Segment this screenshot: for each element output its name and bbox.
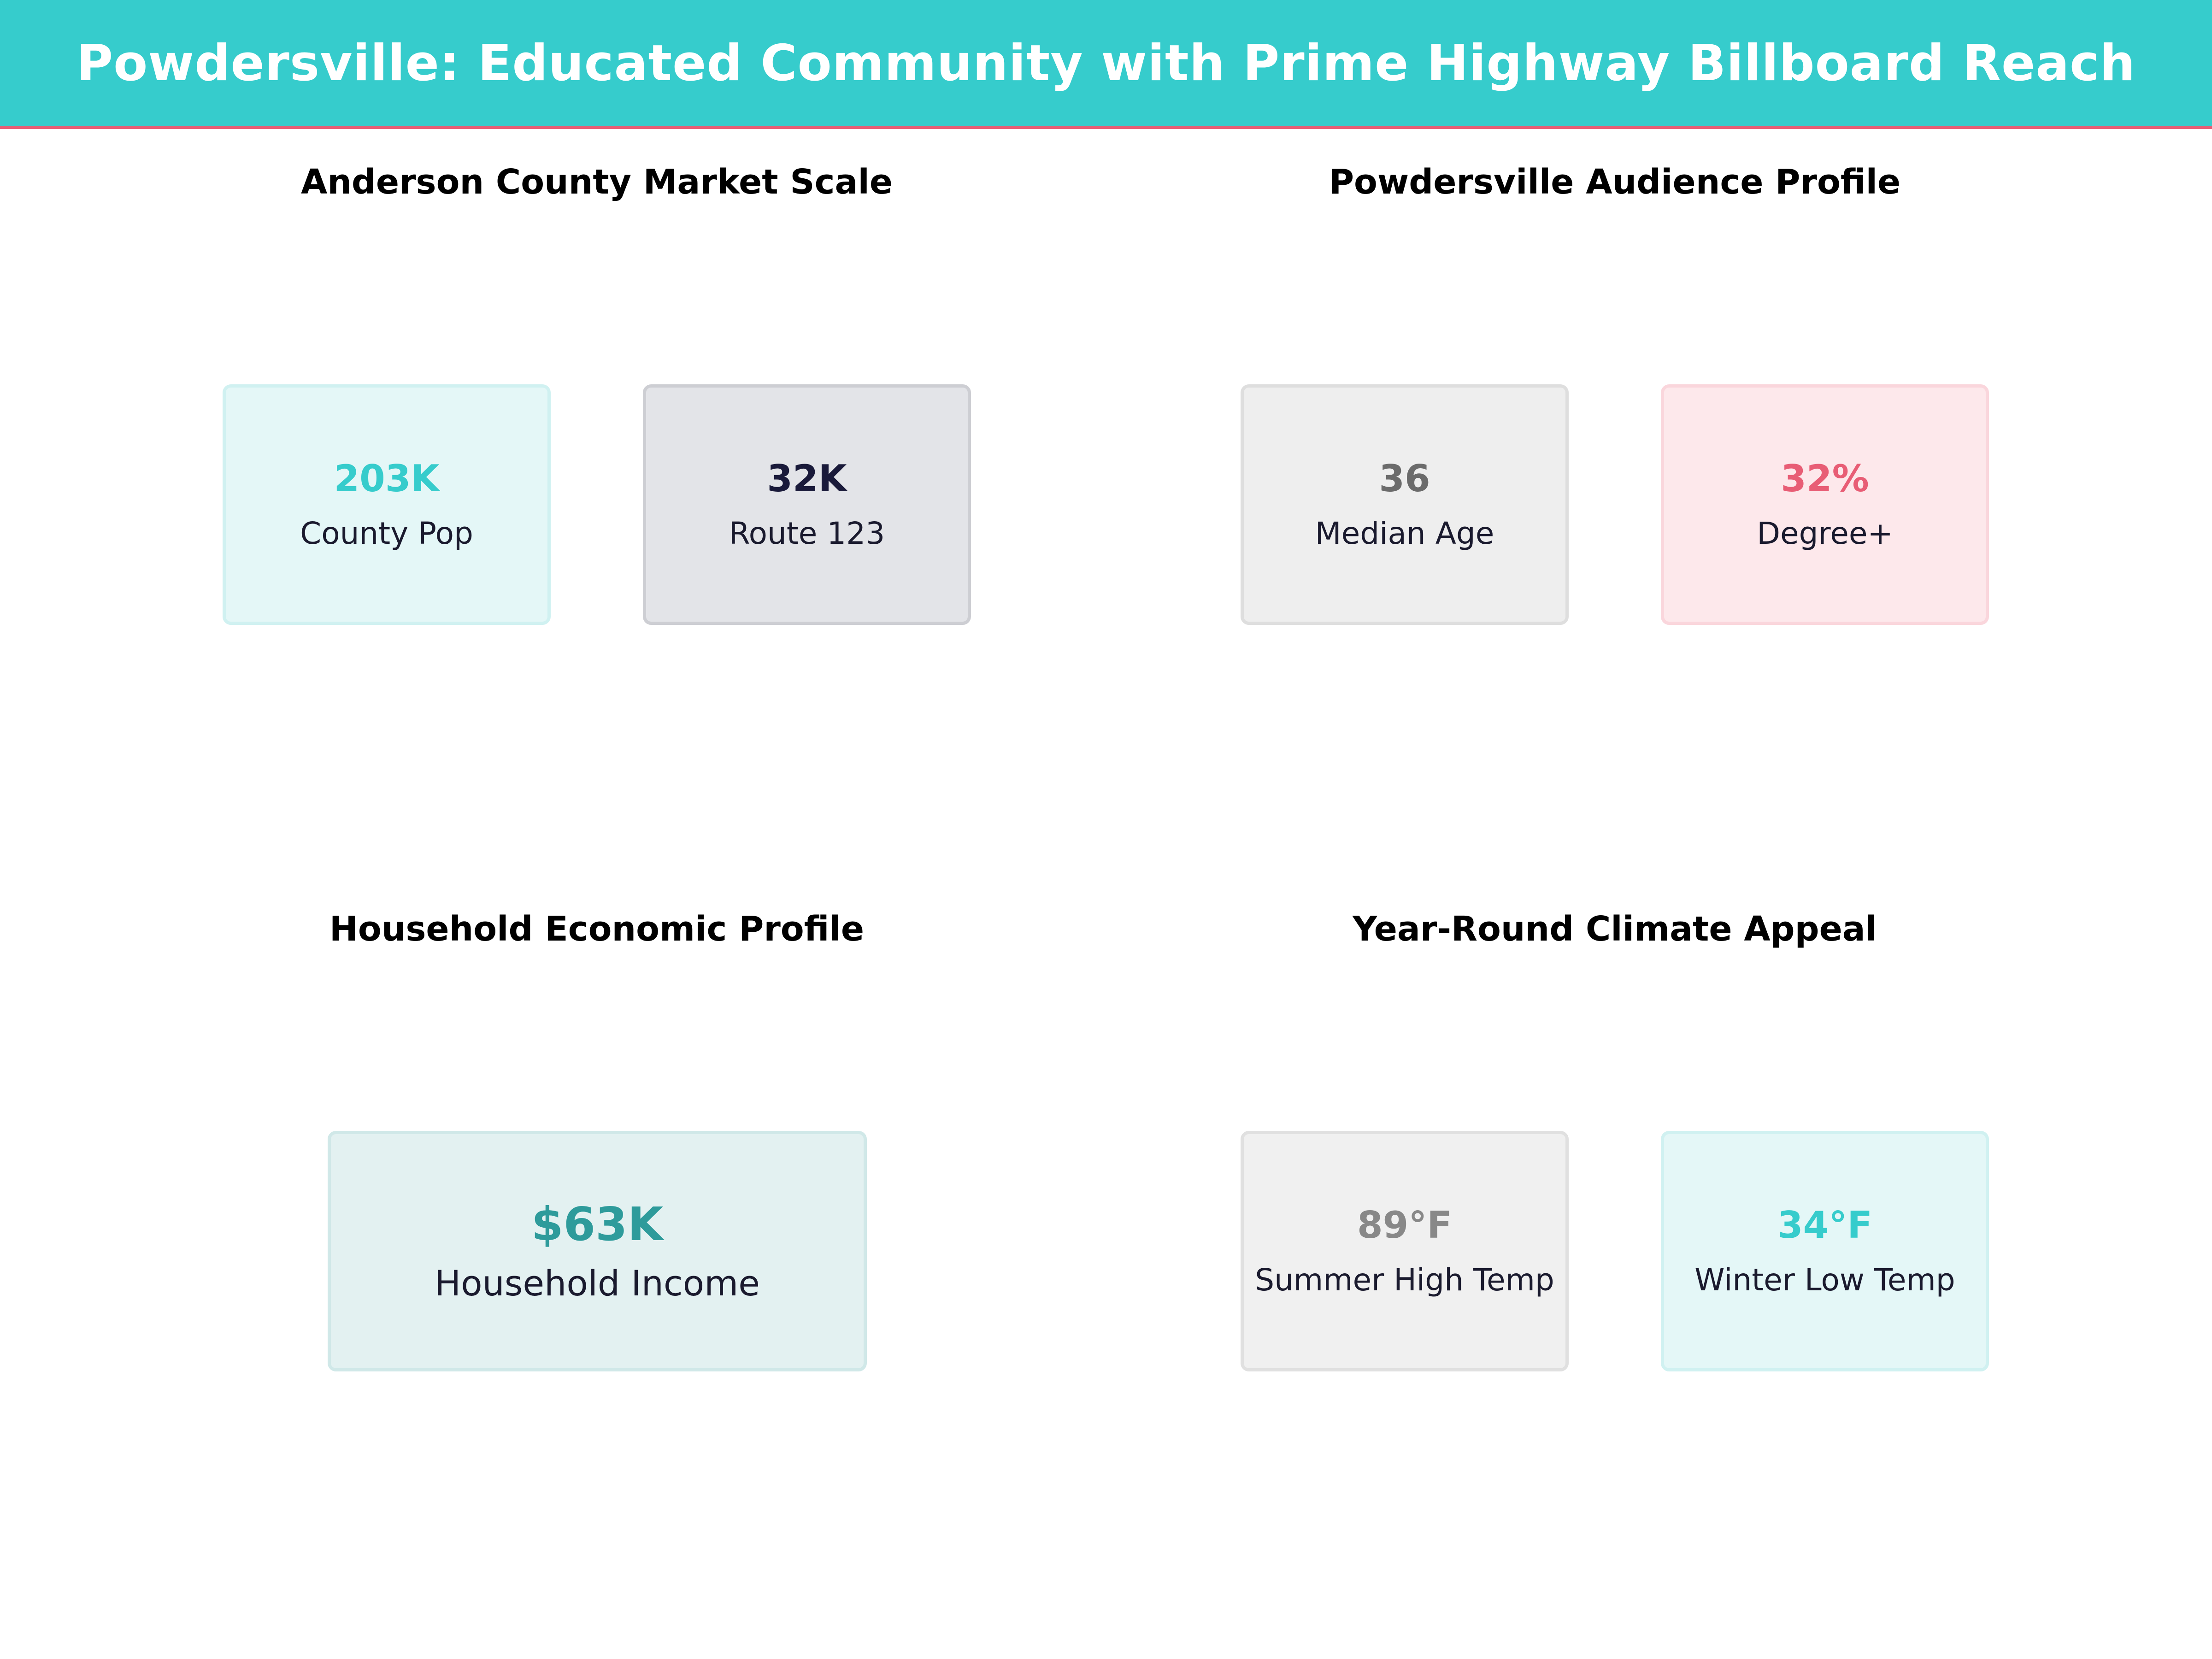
stat-value: $63K [531, 1197, 664, 1251]
stat-card-county-pop [223, 384, 551, 625]
stat-label: County Pop [300, 516, 473, 551]
section-title-audience-profile: Powdersville Audience Profile [1329, 162, 1901, 202]
stat-card-summer-high [1241, 1131, 1569, 1371]
section-title-economic-profile: Household Economic Profile [329, 909, 865, 949]
stat-label: Summer High Temp [1255, 1262, 1554, 1298]
section-title-climate-appeal: Year-Round Climate Appeal [1352, 909, 1877, 949]
stat-label: Household Income [434, 1263, 760, 1304]
stat-label: Route 123 [729, 516, 885, 551]
stat-value: 32% [1781, 457, 1869, 500]
stat-value: 36 [1379, 457, 1430, 500]
stat-card-route-123 [643, 384, 971, 625]
section-title-market-scale: Anderson County Market Scale [300, 162, 893, 202]
stat-card-median-age [1241, 384, 1569, 625]
stat-card-household-income [328, 1131, 867, 1371]
stat-value: 203K [334, 457, 440, 500]
stat-value: 89°F [1357, 1204, 1452, 1247]
stat-value: 34°F [1777, 1204, 1872, 1247]
header-banner [0, 0, 2212, 129]
stat-card-degree [1661, 384, 1989, 625]
stat-value: 32K [767, 457, 847, 500]
page-title: Powdersville: Educated Community with Prime Highway Billboard Reach [76, 34, 2136, 92]
stat-label: Winter Low Temp [1694, 1262, 1955, 1298]
stat-label: Degree+ [1757, 516, 1893, 551]
stat-label: Median Age [1315, 516, 1494, 551]
stat-card-winter-low [1661, 1131, 1989, 1371]
